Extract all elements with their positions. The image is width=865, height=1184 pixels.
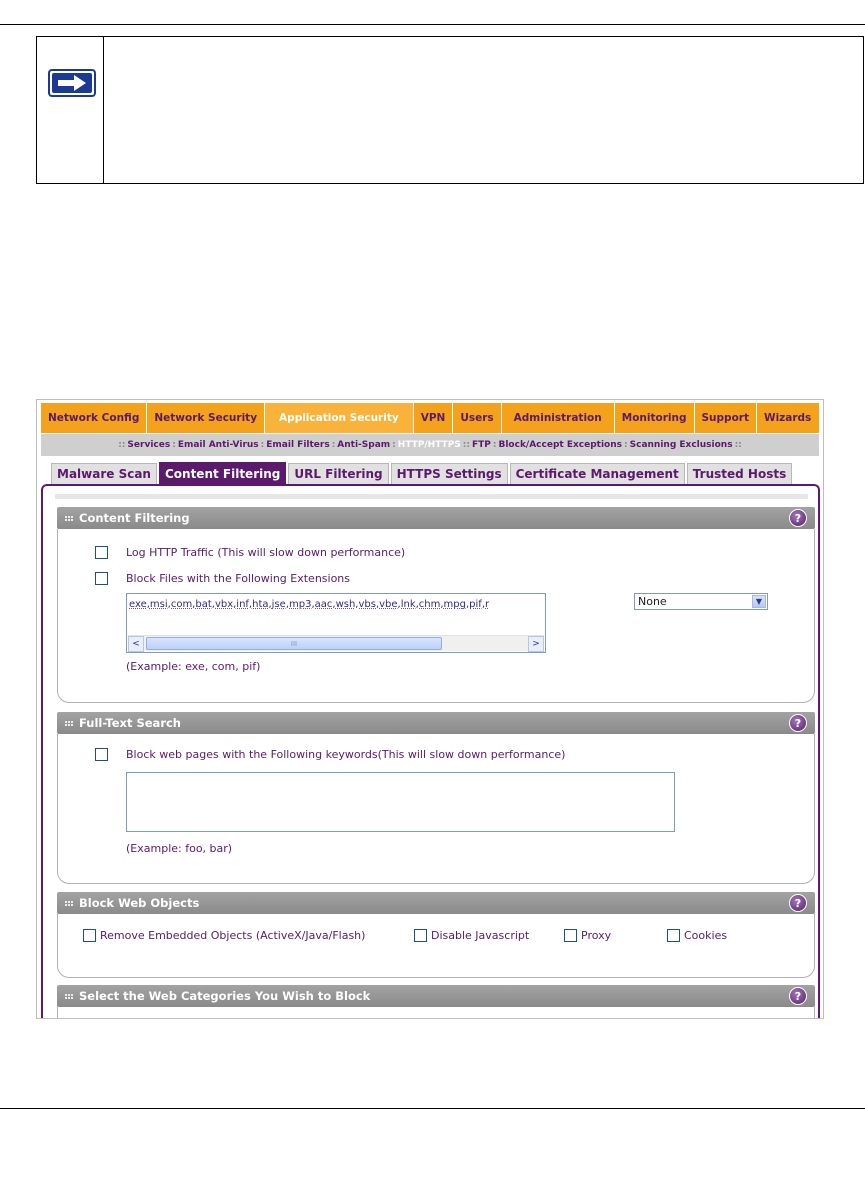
subnav-scanning-exclusions[interactable]: Scanning Exclusions [629, 440, 733, 450]
block-web-objects-header [57, 892, 815, 914]
subnav-email-filters[interactable]: Email Filters [266, 440, 330, 450]
content-filtering-body [57, 529, 815, 703]
grip-icon [65, 721, 73, 726]
tab-bar [51, 462, 794, 484]
block-web-objects-title: Block Web Objects [79, 896, 200, 910]
tab-url-filtering[interactable]: URL Filtering [288, 463, 388, 484]
block-files-label: Block Files with the Following Extensions [126, 572, 351, 585]
proxy-checkbox[interactable] [564, 929, 577, 942]
content-filtering-title: Content Filtering [79, 511, 190, 525]
proxy-label: Proxy [581, 929, 612, 942]
extensions-example: (Example: exe, com, pif) [126, 660, 261, 673]
disable-javascript-checkbox[interactable] [414, 929, 427, 942]
subnav-services[interactable]: Services [127, 440, 171, 450]
subnav-ftp[interactable]: FTP [471, 440, 491, 450]
web-categories-panel [57, 985, 815, 1019]
tab-certificate-management[interactable]: Certificate Management [510, 463, 685, 484]
content-filtering-panel [57, 507, 815, 703]
nav-monitoring[interactable]: Monitoring [615, 403, 695, 433]
remove-embedded-objects-checkbox[interactable] [83, 929, 96, 942]
grip-icon [65, 994, 73, 999]
log-http-label: Log HTTP Traffic (This will slow down performance) [126, 546, 406, 559]
nav-application-security[interactable]: Application Security [265, 403, 414, 433]
scroll-thumb[interactable]: III [146, 637, 442, 650]
nav-users[interactable]: Users [453, 403, 501, 433]
nav-network-security[interactable]: Network Security [147, 403, 265, 433]
help-icon[interactable]: ? [789, 894, 807, 912]
subnav-http-https[interactable]: HTTP/HTTPS [397, 440, 461, 450]
grip-icon [65, 516, 73, 521]
block-keywords-checkbox[interactable] [95, 748, 108, 761]
nav-administration[interactable]: Administration [502, 403, 615, 433]
nav-support[interactable]: Support [695, 403, 757, 433]
note-box [36, 36, 864, 184]
help-icon[interactable]: ? [789, 987, 807, 1005]
top-rule [0, 24, 865, 25]
main-nav [41, 403, 819, 433]
tab-malware-scan[interactable]: Malware Scan [51, 463, 157, 484]
web-categories-title: Select the Web Categories You Wish to Block [79, 989, 371, 1003]
log-http-checkbox[interactable] [95, 546, 108, 559]
block-files-checkbox[interactable] [95, 572, 108, 585]
tab-content-filtering[interactable]: Content Filtering [159, 462, 286, 484]
content-area [41, 484, 820, 1019]
full-text-search-header [57, 712, 815, 734]
block-web-objects-body [57, 914, 815, 978]
subnav-block-accept-exceptions[interactable]: Block/Accept Exceptions [498, 440, 623, 450]
full-text-search-body [57, 734, 815, 884]
tab-https-settings[interactable]: HTTPS Settings [391, 463, 508, 484]
full-text-search-title: Full-Text Search [79, 716, 181, 730]
nav-network-config[interactable]: Network Config [41, 403, 147, 433]
arrow-right-icon [48, 69, 96, 97]
keywords-example: (Example: foo, bar) [126, 842, 233, 855]
content-filtering-header [57, 507, 815, 529]
select-value: None [638, 595, 667, 608]
web-categories-header [57, 985, 815, 1007]
subnav-anti-spam[interactable]: Anti-Spam [337, 440, 391, 450]
scroll-left-icon[interactable]: < [128, 636, 144, 652]
scroll-right-icon[interactable]: > [528, 636, 544, 652]
grip-icon [65, 901, 73, 906]
full-text-search-panel [57, 712, 815, 884]
top-strip [55, 494, 808, 499]
chevron-down-icon[interactable]: ▼ [752, 595, 766, 608]
tab-trusted-hosts[interactable]: Trusted Hosts [687, 463, 792, 484]
extensions-textarea[interactable] [126, 593, 546, 653]
extensions-text: exe,msi,com,bat,vbx,inf,hta,jse,mp3,aac,wsh,vbs,vbe,lnk,chm,mpg,pif,r [129, 599, 490, 610]
nav-wizards[interactable]: Wizards [763, 412, 812, 424]
bottom-rule [0, 1108, 865, 1109]
ui-screenshot [36, 399, 824, 1019]
cookies-label: Cookies [684, 929, 728, 942]
help-icon[interactable]: ? [789, 509, 807, 527]
web-categories-body [57, 1007, 815, 1019]
remove-embedded-objects-label: Remove Embedded Objects (ActiveX/Java/Flash) [100, 929, 366, 942]
extensions-preset-select[interactable] [634, 593, 768, 610]
block-web-objects-panel [57, 892, 815, 978]
cookies-checkbox[interactable] [667, 929, 680, 942]
horizontal-scrollbar[interactable] [128, 635, 544, 651]
sub-nav: :: Services : Email Anti-Virus : Email Filters : Anti-Spam : HTTP/HTTPS :: FTP : Block/Accept Exceptions : Scanning Exclusions :: [41, 434, 819, 456]
block-keywords-label: Block web pages with the Following keywords(This will slow down performance) [126, 748, 566, 761]
subnav-email-anti-virus[interactable]: Email Anti-Virus [177, 440, 259, 450]
help-icon[interactable]: ? [789, 714, 807, 732]
nav-vpn[interactable]: VPN [414, 403, 454, 433]
keywords-textarea[interactable] [126, 772, 675, 832]
disable-javascript-label: Disable Javascript [431, 929, 530, 942]
note-divider [103, 37, 104, 183]
